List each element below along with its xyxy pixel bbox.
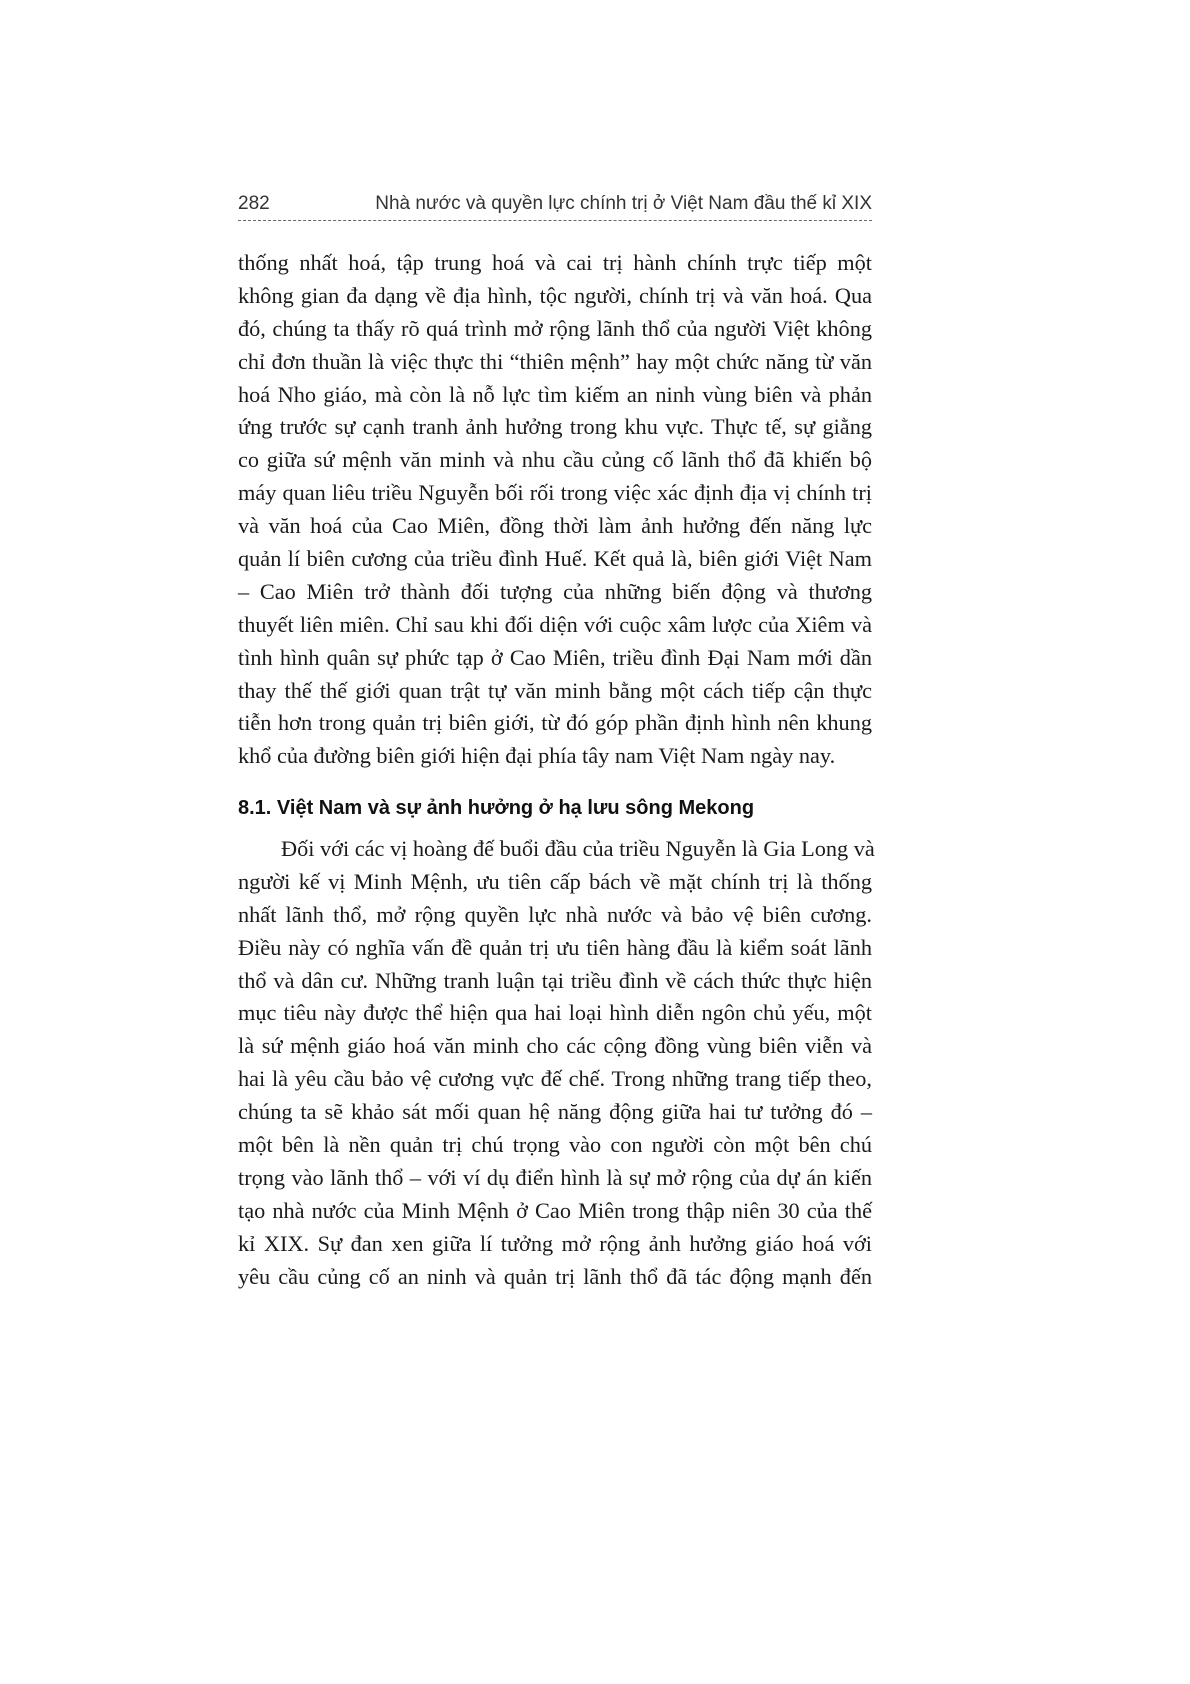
text-line: đó, chúng ta thấy rõ quá trình mở rộng lãnh thổ của người Việt không (238, 315, 872, 341)
text-line: chúng ta sẽ khảo sát mối quan hệ năng động giữa hai tư tưởng đó – (238, 1099, 872, 1125)
text-line: không gian đa dạng về địa hình, tộc người, chính trị và văn hoá. Qua (238, 282, 872, 308)
body-paragraph-1 (238, 247, 872, 773)
text-line: mục tiêu này được thể hiện qua hai loại hình diễn ngôn chủ yếu, một (238, 1000, 872, 1026)
text-line: hoá Nho giáo, mà còn là nỗ lực tìm kiếm an ninh vùng biên và phản (238, 381, 872, 407)
text-line: tạo nhà nước của Minh Mệnh ở Cao Miên trong thập niên 30 của thế (238, 1197, 872, 1223)
text-line: và văn hoá của Cao Miên, đồng thời làm ảnh hưởng đến năng lực (238, 513, 872, 539)
text-line: người kế vị Minh Mệnh, ưu tiên cấp bách về mặt chính trị là thống (238, 868, 872, 894)
text-line: tiễn hơn trong quản trị biên giới, từ đó góp phần định hình nên khung (238, 710, 872, 736)
body-paragraph-2 (238, 833, 875, 1293)
text-line: Điều này có nghĩa vấn đề quản trị ưu tiên hàng đầu là kiểm soát lãnh (238, 934, 872, 960)
running-header (238, 190, 872, 221)
text-line: – Cao Miên trở thành đối tượng của những biến động và thương (238, 578, 872, 604)
text-line: co giữa sứ mệnh văn minh và nhu cầu củng cố lãnh thổ đã khiến bộ (238, 447, 872, 473)
text-line: tình hình quân sự phức tạp ở Cao Miên, triều đình Đại Nam mới dần (238, 644, 872, 670)
page-number: 282 (238, 193, 270, 214)
text-line: thuyết liên miên. Chỉ sau khi đối diện với cuộc xâm lược của Xiêm và (238, 611, 872, 637)
text-line: kỉ XIX. Sự đan xen giữa lí tưởng mở rộng ảnh hưởng giáo hoá với (238, 1230, 872, 1256)
text-line: ứng trước sự cạnh tranh ảnh hưởng trong khu vực. Thực tế, sự giằng (238, 414, 872, 440)
text-line: máy quan liêu triều Nguyễn bối rối trong việc xác định địa vị chính trị (238, 480, 872, 506)
text-line: thống nhất hoá, tập trung hoá và cai trị hành chính trực tiếp một (238, 250, 872, 275)
text-line: nhất lãnh thổ, mở rộng quyền lực nhà nước và bảo vệ biên cương. (238, 901, 872, 927)
text-line: quản lí biên cương của triều đình Huế. Kết quả là, biên giới Việt Nam (238, 546, 872, 572)
text-line: chỉ đơn thuần là việc thực thi “thiên mệnh” hay một chức năng từ văn (238, 348, 872, 374)
section-heading: 8.1. Việt Nam và sự ảnh hưởng ở hạ lưu sông Mekong (238, 797, 755, 819)
running-title: Nhà nước và quyền lực chính trị ở Việt Nam đầu thế kỉ XIX (375, 193, 872, 214)
text-line: là sứ mệnh giáo hoá văn minh cho các cộng đồng vùng biên viễn và (238, 1033, 872, 1059)
text-line: thổ và dân cư. Những tranh luận tại triều đình về cách thức thực hiện (238, 967, 872, 993)
text-line: khổ của đường biên giới hiện đại phía tây nam Việt Nam ngày nay. (238, 743, 836, 769)
text-line: trọng vào lãnh thổ – với ví dụ điển hình là sự mở rộng của dự án kiến (238, 1164, 872, 1190)
text-line: yêu cầu củng cố an ninh và quản trị lãnh thổ đã tác động mạnh đến (238, 1263, 872, 1289)
text-line: hai là yêu cầu bảo vệ cương vực đế chế. Trong những trang tiếp theo, (238, 1066, 872, 1092)
text-line: thay thế thế giới quan trật tự văn minh bằng một cách tiếp cận thực (238, 677, 872, 703)
text-line: một bên là nền quản trị chú trọng vào con người còn một bên chú (238, 1132, 872, 1158)
text-line: Đối với các vị hoàng đế buổi đầu của triều Nguyễn là Gia Long và (281, 836, 875, 861)
